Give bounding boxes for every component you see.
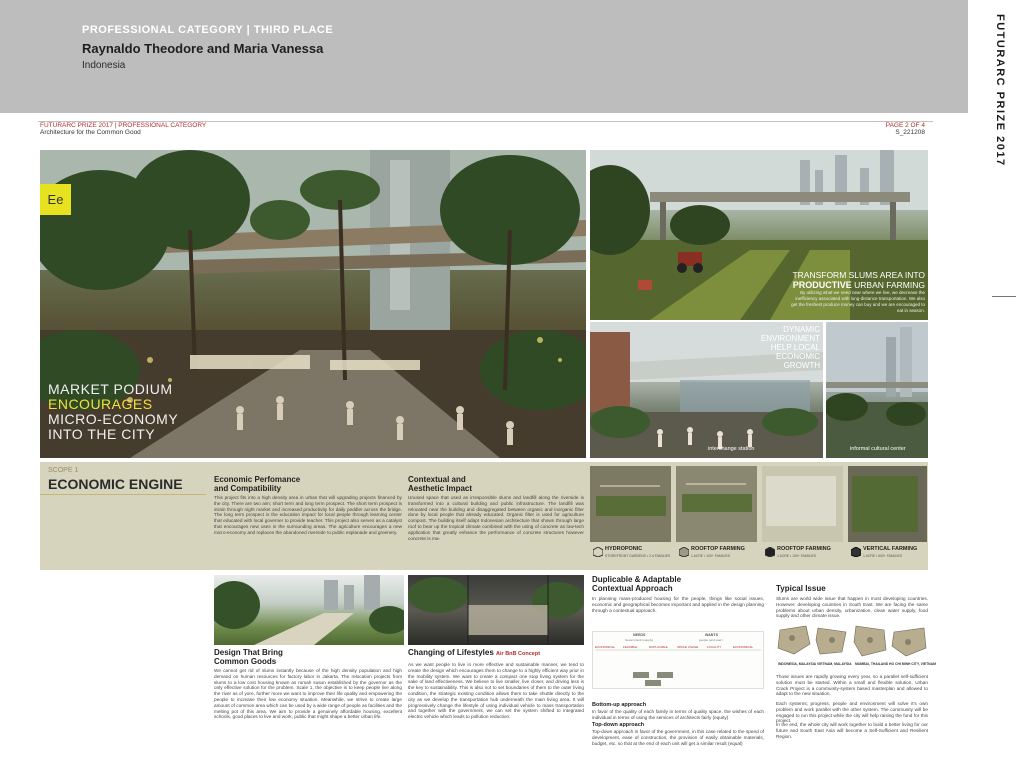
scope-label: SCOPE 1 <box>48 467 79 474</box>
farming-caption-body: By utilizing what we need near where we live, we decrease the inefficiency associated with long-distance transportation. We also get the freshest produce money can buy and we are encouraged to eat in season. <box>791 290 925 313</box>
duplicable-heading <box>592 575 681 593</box>
hero-caption-line: MARKET PODIUM <box>48 381 173 397</box>
diagram-lines <box>593 632 763 688</box>
farming-tile-label: ROOFTOP FARMING 1 ACRE • 100+ FAMILIES <box>777 546 831 558</box>
issue-growth-body: Those issues are rapidly growing every year, so a parallel self-sufficient solution must be started. Within a small and flexible solution, Urban Crack Project is a community-system based masterplan and allowed to adapt to the new situation. <box>776 674 928 697</box>
entry-code: S_221208 <box>895 129 925 136</box>
country: Indonesia <box>82 60 126 71</box>
hero-caption-line: MICRO-ECONOMY <box>48 411 179 427</box>
typical-issue-heading: Typical Issue <box>776 584 826 593</box>
airbnb-concept-label: Air BnB Concept <box>496 651 541 657</box>
cultural-label: informal cultural center <box>850 446 906 452</box>
common-goods-illustration <box>214 575 404 645</box>
needs-wants-diagram <box>592 631 764 689</box>
side-title: FUTURARC PRIZE 2017 <box>994 14 1006 167</box>
dynamic-caption-line: DYNAMIC <box>783 325 820 334</box>
category-label: PROFESSIONAL CATEGORY | THIRD PLACE <box>82 24 334 36</box>
diagram-col: SPACE USAGE <box>677 645 699 649</box>
slum-maps <box>776 624 928 660</box>
rooftop-hex-icon <box>765 547 775 557</box>
hydroponic-hex-icon <box>593 547 603 557</box>
diagram-col: ECONOMICAL <box>733 645 754 649</box>
farming-caption-line: TRANSFORM SLUMS AREA INTO <box>792 270 925 280</box>
lifestyle-body: As we want people to live in more effective and sustainable manner, we tend to create the design which encourages them to change to a highly efficient way prior in the mobility system. We want to create a compact one stop living system for the sake of land effectiveness. We believe to live smaller, live closer, and driving less is the key to sustainability. This is also not to set boundaries of them to the outer living condition, the strategic existing condition allows them to take shuttle directly to the city as we develop the transportation hub underneath the main living area. It will progressively change the lifestyle of using individual vehicle to mass transportation and together with the government, we can set the system shifted to integrated electric vehicle which leads to pollution reduction. <box>408 662 584 720</box>
issue-systems-body: Each systems; progress, people and environment will solve it's own problem and work parallel with the other system. The community will be engaged to run this project while the city will help raising the fund for this project. <box>776 701 928 724</box>
needs-label: NEEDS <box>633 633 646 637</box>
farming-tile-label: ROOFTOP FARMING 1 ACRE • 100+ FAMILIES <box>691 546 745 558</box>
farming-tiles-illustration <box>590 466 928 542</box>
interchange-label: interchange station <box>708 446 755 452</box>
farming-tile-label: HYDROPONIC STOREFRONT GARDENS • 2-4 FAMILIES <box>605 546 671 558</box>
diagram-col: ECONOMICAL <box>595 645 616 649</box>
side-divider <box>992 296 1016 297</box>
farming-tile-label: VERTICAL FARMING 1 ACRE • 500+ FAMILIES <box>863 546 918 558</box>
duplicable-body: In planning mass-produced housing for the people, things like social issues, economic and geographical becomes important and applied in the design planning through a contextual approach. <box>592 596 764 613</box>
dynamic-caption-line: ENVIRONMENT <box>760 334 820 343</box>
economic-body: This project fits into a high density area in urban that will upgrading projects financed by the city. There are two aim; short term and long term prospect. The short term prospect is strain through night market and increased productivity for daily peddler across the bridge. The long term prospect is the education impact for local people through learning center that educated with local governer to provide teacher. This project also serves as a catalyst that encourages new uses in the surrounding areas. The agriculture encourages a new micro-economy and replaces the abandoned riverside to public esplanade and greenery. <box>214 495 402 535</box>
map-label: VIETNAM, MALAYSIA <box>817 662 852 666</box>
contextual-heading <box>408 475 472 493</box>
diagram-col: LOCALITY <box>707 645 722 649</box>
map-label: HO CHI MINH CITY, VIETNAM <box>889 662 936 666</box>
dynamic-caption-line: HELP LOCAL <box>770 343 820 352</box>
lifestyle-render <box>408 575 584 645</box>
farming-caption-bold: PRODUCTIVE <box>792 280 852 290</box>
hero-caption <box>48 382 178 442</box>
cultural-center-render <box>826 322 928 458</box>
economic-heading <box>214 475 300 493</box>
lifestyle-heading <box>408 648 540 659</box>
top-down-heading: Top-down approach <box>592 722 645 728</box>
wants-sub: people (end user) <box>699 638 723 642</box>
lifestyle-heading-text: Changing of Lifestyles <box>408 648 494 657</box>
authors: Raynaldo Theodore and Maria Vanessa <box>82 41 324 56</box>
dynamic-caption <box>738 325 820 370</box>
design-heading-line: Common Goods <box>214 657 277 666</box>
contextual-heading-line: Aesthetic Impact <box>408 484 473 493</box>
contextual-heading-line: Contextual and <box>408 475 466 484</box>
scope-underline <box>40 494 206 495</box>
map-label: INDONESIA, MALAYSIA <box>778 662 817 666</box>
economic-heading-line: and Compatibility <box>214 484 282 493</box>
element-badge: Ee <box>40 184 71 215</box>
map-label: MUMBAI, THAILAND <box>855 662 889 666</box>
typical-issue-body: Slums are world wide issue that happen in most developing countries. However, developing countries in South East. We are facing the same problems about urban density, urbanization, clean water supply, food supply and other climate issue. <box>776 596 928 619</box>
contextual-body: Unused space that used as irresponsible slums and landfill along the riverside is transformed into a cultural building and public infrastructure. The landfill was relocated near the building and disaggregated between organic and inorganic filter done by local people that already educated. Organic filter is used for agriculture compost. The building itself adapt Indonesian architecture that shown through large roof to bear up the tropical climate combined with the using of concrete as low-tech application that greatly enhance the performance of concrete structures however concrete is ma- <box>408 495 584 541</box>
design-heading <box>214 648 283 666</box>
top-down-body: Top-down approach in favor of the government, in this case related to the speed of development, ease of construction, the provision of easily obtainable materials, budget, etc. so that at the end of each unit will get a similar result (equal) <box>592 729 764 746</box>
page-number: PAGE 2 OF 4 <box>885 122 925 129</box>
lifestyle-illustration <box>408 575 584 645</box>
bottom-up-heading: Bottom-up approach <box>592 702 647 708</box>
prize-label: FUTURARC PRIZE 2017 | PROFESSIONAL CATEGORY <box>40 122 207 129</box>
hero-caption-line: INTO THE CITY <box>48 426 156 442</box>
hero-caption-highlight: ENCOURAGES <box>48 396 153 412</box>
wants-label: WANTS <box>705 633 718 637</box>
rooftop-hex-icon <box>679 547 689 557</box>
header-band <box>0 0 968 113</box>
design-body: We cannot get rid of slums instantly because of the high density population and high demand on human resources for factory labor in Jakarta. The relocation projects from slums to a low cost housing known as rumah susun established by the governor as the only effective solution for the problem. Scale 1, the objective is to keep people live along the river as of yore, further more we want to improve their life quality and empowering the people to increase their low economy situation. Meanwhile, we strive to create large amount of common area which can be used by a wide range of people as facilities and the melting pot of this area. We aim to provide a genuinely affordable housing, excellent schools, good places to live and work, public that might shape a better urban life. <box>214 668 402 720</box>
place-label: THIRD PLACE <box>253 24 334 36</box>
farming-caption <box>790 270 925 314</box>
duplicable-heading-line: Contextual Approach <box>592 584 673 593</box>
dynamic-caption-line: ECONOMIC GROWTH <box>776 352 820 370</box>
duplicable-heading-line: Duplicable & Adaptable <box>592 575 682 584</box>
economic-heading-line: Economic Perfomance <box>214 475 301 484</box>
cultural-illustration <box>826 322 928 458</box>
diagram-col: FEASIBLE <box>623 645 638 649</box>
vertical-hex-icon <box>851 547 861 557</box>
farming-caption-line: URBAN FARMING <box>851 280 925 290</box>
needs-sub: Government (supply) <box>625 638 654 642</box>
diagram-col: DUPLICABLE <box>649 645 668 649</box>
common-goods-render <box>214 575 404 645</box>
theme-label: Architecture for the Common Good <box>40 129 141 136</box>
bottom-up-body: In favor of the quality of each family in terms of quality space, the wishes of each individual in terms of using the services of architects fairly (equity) <box>592 709 764 720</box>
issue-conclusion-body: In the end, the whole city will work together to build a better living for our future and South East Asia will become a Self-Sufficient and Resilient Region. <box>776 722 928 739</box>
scope-title: ECONOMIC ENGINE <box>48 476 183 492</box>
design-heading-line: Design That Bring <box>214 648 283 657</box>
